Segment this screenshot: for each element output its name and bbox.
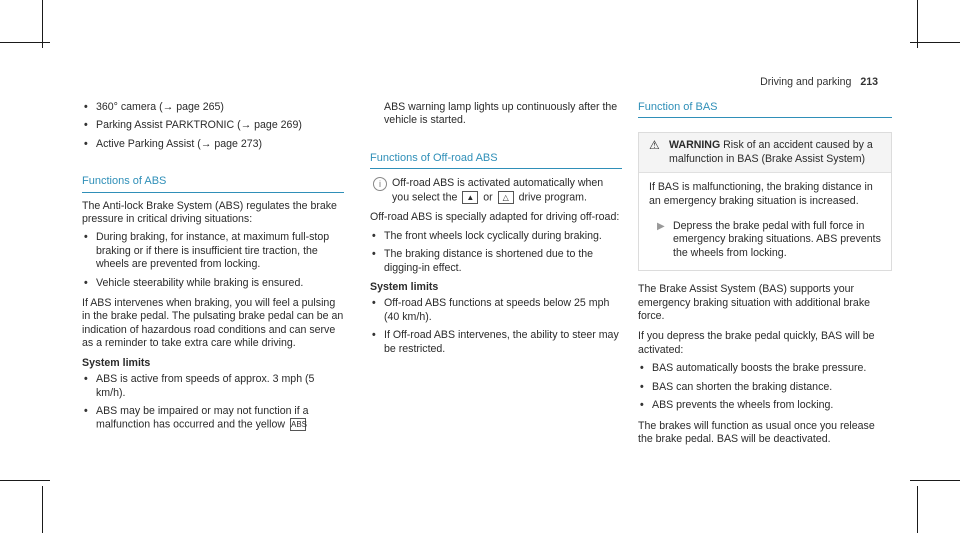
list-item: • ABS is active from speeds of approx. 3 mph (5 km/h). — [82, 373, 344, 400]
step-text: Depress the brake pedal with full force in emergency braking situations. ABS prevents the wheels from locking. — [673, 220, 881, 259]
page-header — [760, 76, 878, 89]
info-note — [370, 177, 622, 204]
warning-header — [639, 133, 891, 172]
column-middle — [370, 101, 622, 361]
list-item: • Vehicle steerability while braking is ensured. — [82, 277, 344, 290]
page-number: 213 — [860, 76, 878, 88]
offroad-limits — [370, 297, 622, 356]
list-item: • During braking, for instance, at maximum full-stop braking or if there is insufficient tire traction, the wheels are prevented from locking. — [82, 231, 344, 271]
info-icon: i — [373, 177, 387, 191]
limit-text: ABS may be impaired or may not function if a malfunction has occurred and the yellow — [96, 404, 309, 431]
reference-list — [82, 101, 344, 151]
info-text-pre: Off-road ABS is activated automatically when you select the — [392, 177, 604, 203]
warning-body — [639, 172, 891, 270]
crop-mark — [910, 480, 960, 481]
list-item: • Off-road ABS functions at speeds below 25 mph (40 km/h). — [370, 297, 622, 324]
crop-mark — [0, 42, 50, 43]
info-text-post: drive program. — [518, 190, 587, 203]
abs-warning-lamp-icon: ABS — [290, 420, 307, 430]
step-arrow-icon: ▶ — [657, 221, 665, 233]
offroad-plus-program-icon: △ — [498, 191, 514, 204]
list-item — [82, 405, 344, 432]
abs-limits-title: System limits — [82, 356, 151, 369]
info-text-or: or — [483, 190, 493, 203]
warning-triangle-icon: ⚠ — [649, 138, 660, 153]
offroad-limits-title: System limits — [370, 280, 439, 293]
crop-mark — [910, 42, 960, 43]
column-right — [638, 101, 892, 451]
list-item: • BAS automatically boosts the brake pressure. — [638, 362, 892, 375]
bas-paragraph-1: The Brake Assist System (BAS) supports your emergency braking situation with additional brake force. — [638, 283, 871, 323]
list-item[interactable]: • 360° camera (→ page 265) — [82, 101, 344, 114]
list-item: • If Off-road ABS intervenes, the ability to steer may be restricted. — [370, 329, 622, 356]
list-item: • The braking distance is shortened due to the digging-in effect. — [370, 248, 622, 275]
crop-mark — [42, 0, 43, 48]
warning-label: WARNING — [669, 139, 721, 152]
warning-text: If BAS is malfunctioning, the braking distance in an emergency braking situation is increased. — [649, 181, 873, 207]
warning-head-text: Risk of an accident caused by a malfunction in BAS (Brake Assist System) — [669, 139, 873, 165]
warning-box — [638, 132, 892, 271]
column-left — [82, 101, 344, 437]
crop-mark — [917, 0, 918, 48]
abs-continued: ABS warning lamp lights up continuously after the vehicle is started. — [384, 101, 618, 127]
offroad-paragraph: Off-road ABS is specially adapted for driving off-road: — [370, 211, 620, 224]
bas-bullets — [638, 362, 892, 412]
list-item[interactable]: • Parking Assist PARKTRONIC (→ page 269) — [82, 119, 344, 132]
list-item[interactable]: • Active Parking Assist (→ page 273) — [82, 138, 344, 151]
header-title: Driving and parking — [760, 76, 852, 88]
list-item: • BAS can shorten the braking distance. — [638, 381, 892, 394]
section-title-abs: Functions of ABS — [82, 175, 344, 192]
list-item: • ABS prevents the wheels from locking. — [638, 399, 892, 412]
offroad-bullets — [370, 230, 622, 275]
list-item: • The front wheels lock cyclically during braking. — [370, 230, 622, 243]
bas-paragraph-2: If you depress the brake pedal quickly, BAS will be activated: — [638, 330, 875, 356]
section-title-offroad-abs: Functions of Off-road ABS — [370, 152, 622, 169]
offroad-program-icon: ▲ — [462, 191, 478, 204]
crop-mark — [917, 486, 918, 533]
crop-mark — [42, 486, 43, 533]
abs-bullets — [82, 231, 344, 290]
abs-intro: The Anti-lock Brake System (ABS) regulates the brake pressure in critical driving situations: — [82, 199, 337, 226]
warning-step — [649, 220, 881, 260]
abs-limits — [82, 373, 344, 432]
crop-mark — [0, 480, 50, 481]
abs-paragraph: If ABS intervenes when braking, you will feel a pulsing in the brake pedal. The pulsating brake pedal can be an indication of hazardous road conditions and can serve as a reminder to take extra care while driving. — [82, 297, 344, 350]
section-title-bas: Function of BAS — [638, 101, 892, 118]
bas-paragraph-3: The brakes will function as usual once you release the brake pedal. BAS will be deactivated. — [638, 419, 875, 445]
